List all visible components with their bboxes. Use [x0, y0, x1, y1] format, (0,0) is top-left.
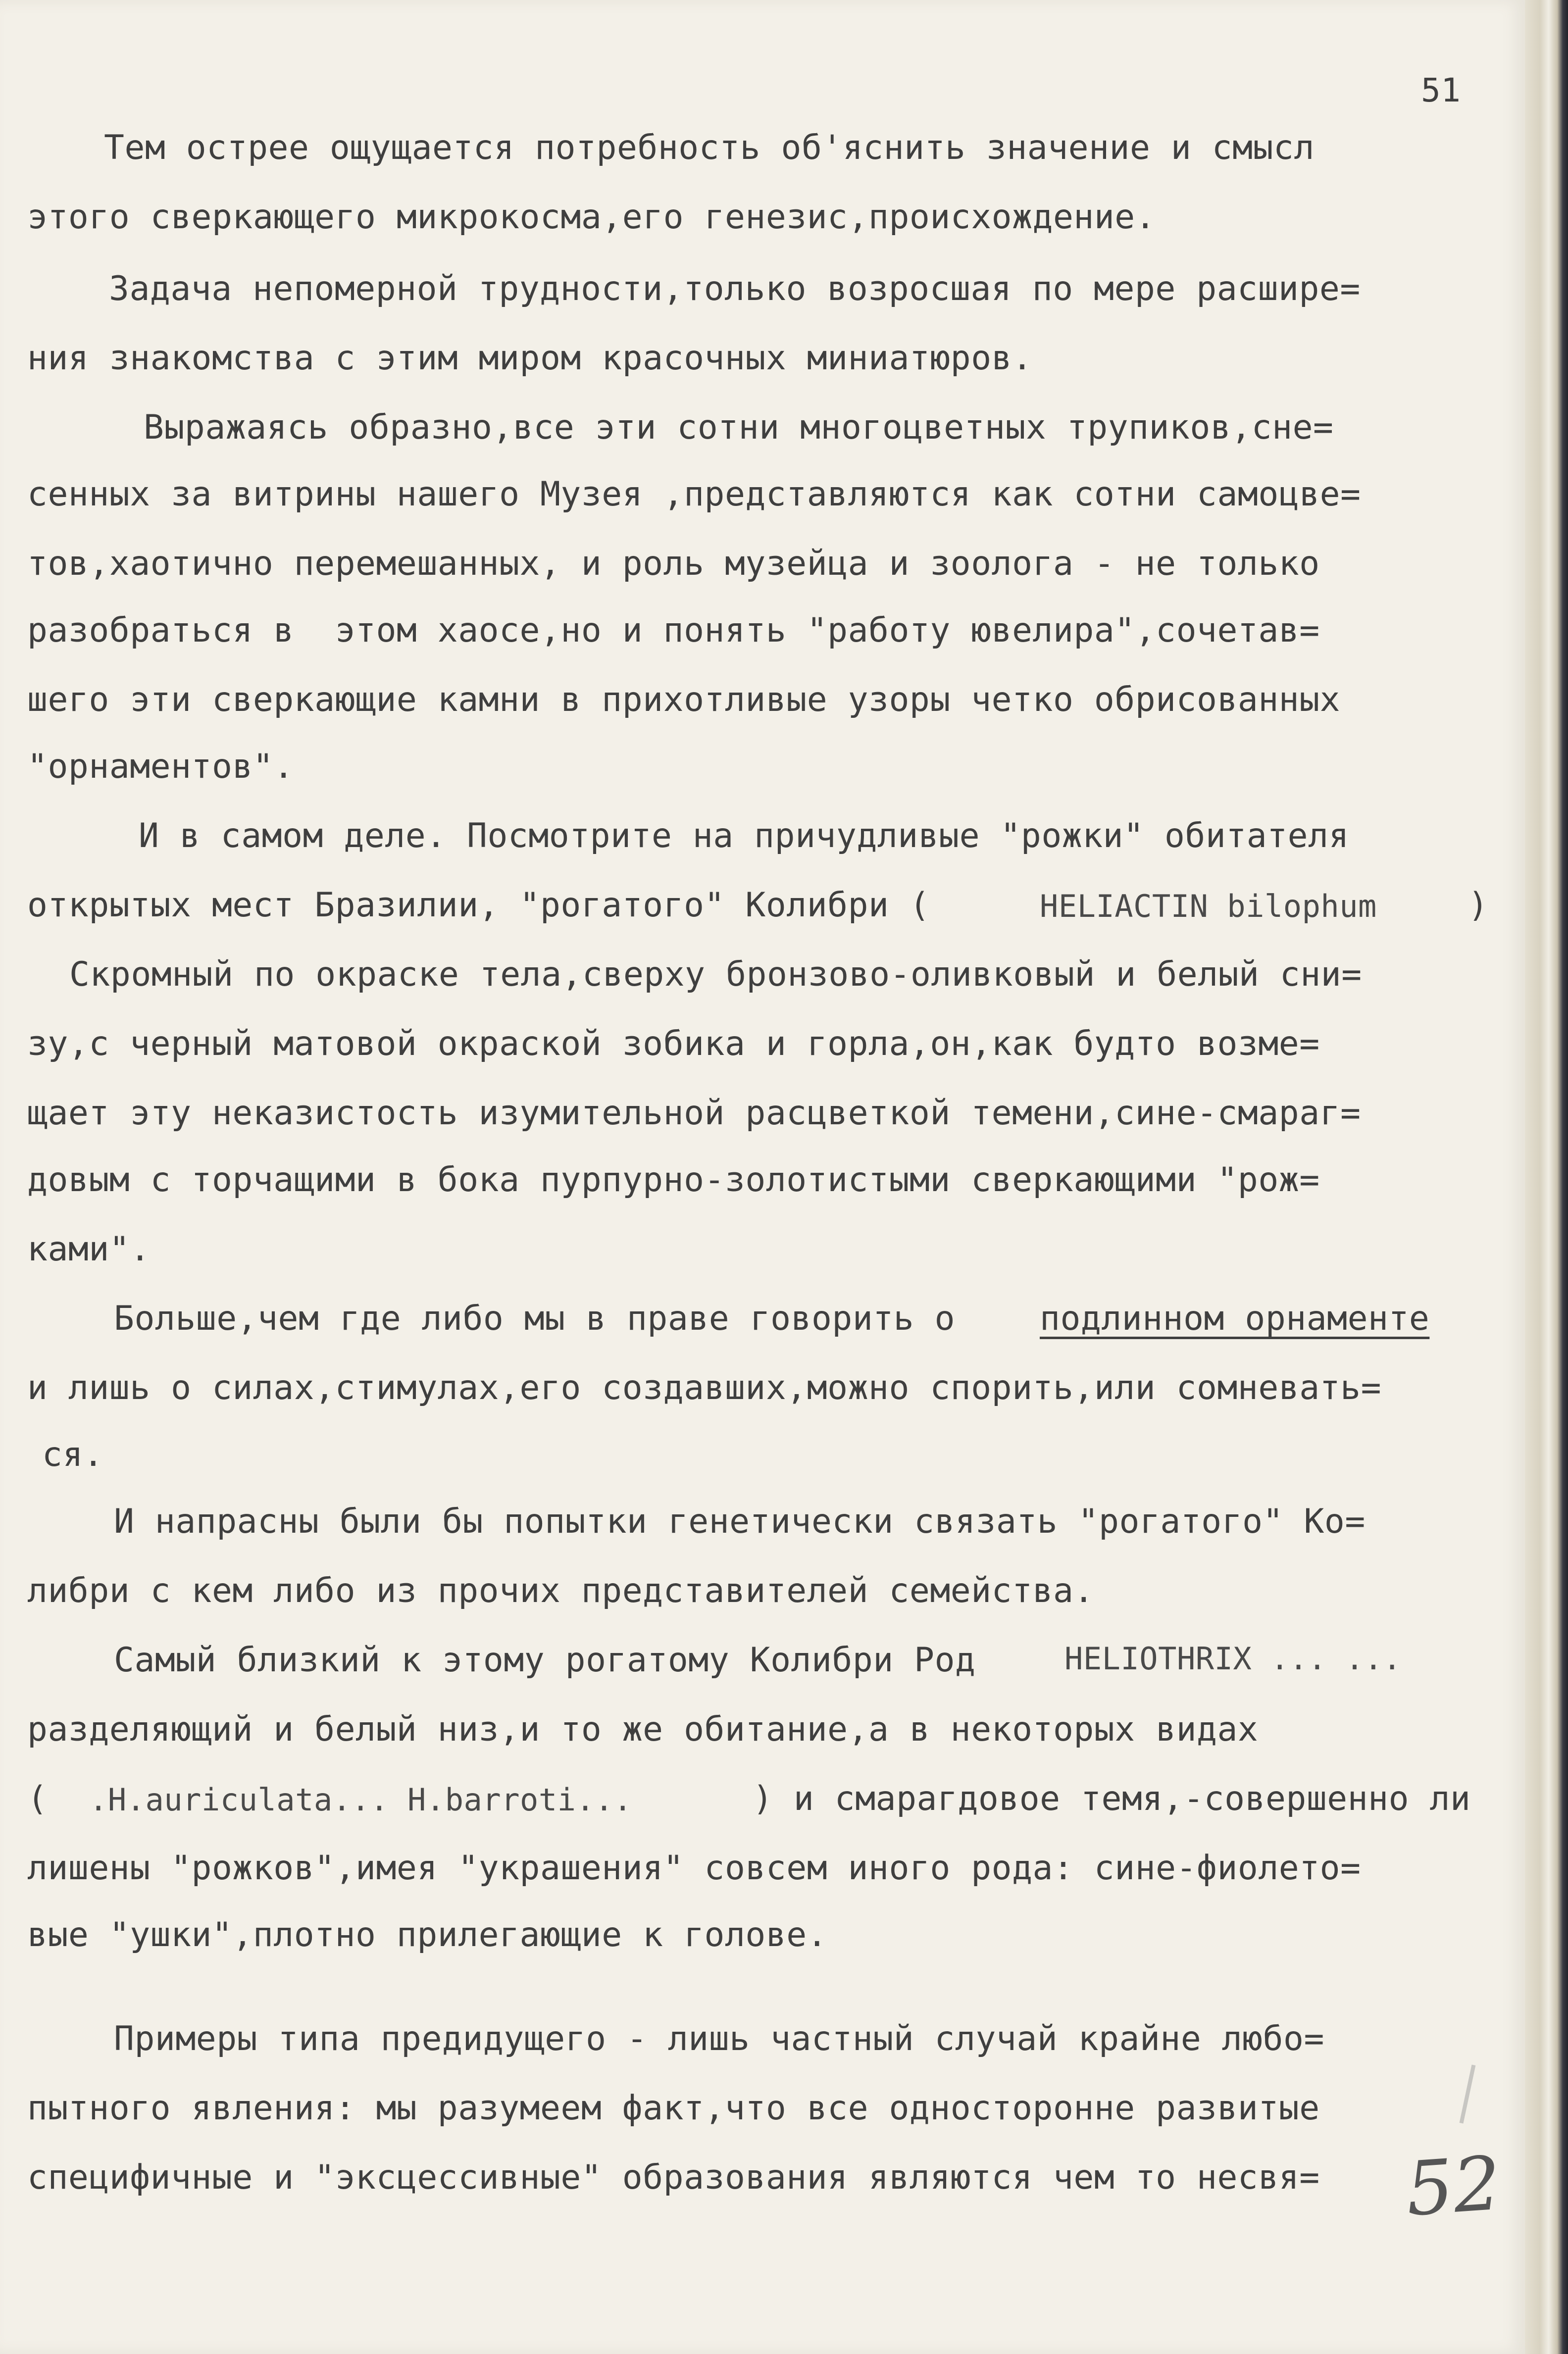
text-line: ( [27, 1779, 48, 1818]
text-line: довым с торчащими в бока пурпурно-золотистыми сверкающими "рож= [27, 1160, 1320, 1200]
text-line: ками". [27, 1230, 151, 1269]
species-names: .H.auriculata... H.barroti... [89, 1782, 632, 1818]
text-line: Самый близкий к этому рогатому Колибри Род [114, 1641, 976, 1680]
text-line: вые "ушки",плотно прилегающие к голове. [27, 1915, 828, 1954]
genus-name: HELIOTHRIX ... ... [1064, 1641, 1402, 1677]
text-line: либри с кем либо из прочих представителей семейства. [27, 1571, 1094, 1610]
text-line: ) [1468, 886, 1489, 925]
species-name: HELIACTIN bilophum [1040, 888, 1377, 924]
text-line: Примеры типа предидущего - лишь частный случай крайне любо= [114, 2019, 1324, 2058]
text-line: открытых мест Бразилии, "рогатого" Колибри ( [27, 886, 930, 925]
text-line: зу,с черный матовой окраской зобика и горла,он,как будто возме= [27, 1024, 1320, 1063]
text-line: тов,хаотично перемешанных, и роль музейца и зоолога - не только [27, 544, 1320, 583]
page-stack-edge [1525, 0, 1568, 2354]
underlined-phrase: подлинном орнаменте [1040, 1299, 1430, 1338]
text-line: Выражаясь образно,все эти сотни многоцветных трупиков,сне= [144, 408, 1334, 447]
text-line: разобраться в этом хаосе,но и понять "работу ювелира",сочетав= [27, 611, 1320, 650]
text-line: сенных за витрины нашего Музея ,представляются как сотни самоцве= [27, 475, 1361, 514]
text-line: Больше,чем где либо мы в праве говорить о [114, 1299, 956, 1338]
text-line: разделяющий и белый низ,и то же обитание,а в некоторых видах [27, 1710, 1259, 1749]
text-line: этого сверкающего микрокосма,его генезис,происхождение. [27, 198, 1156, 237]
text-line: Задача непомерной трудности,только возросшая по мере расшире= [109, 269, 1361, 308]
text-line: и лишь о силах,стимулах,его создавших,можно спорить,или сомневать= [27, 1368, 1382, 1407]
text-line: пытного явления: мы разумеем факт,что все односторонне развитые [27, 2089, 1320, 2128]
text-line: щает эту неказистость изумительной расцветкой темени,сине-смараг= [27, 1094, 1361, 1133]
text-line: ) и смарагдовое темя,-совершенно ли [753, 1779, 1471, 1818]
text-line: шего эти сверкающие камни в прихотливые узоры четко обрисованных [27, 680, 1341, 719]
text-line: лишены "рожков",имея "украшения" совсем иного рода: сине-фиолето= [27, 1849, 1361, 1888]
text-line: ся. [42, 1435, 104, 1474]
page-number: 51 [1421, 71, 1461, 109]
text-line: И напрасны были бы попытки генетически связать "рогатого" Ко= [114, 1502, 1366, 1541]
text-line: Скромный по окраске тела,сверху бронзово-оливковый и белый сни= [69, 955, 1362, 994]
text-line: "орнаментов". [27, 747, 294, 786]
text-line: ния знакомства с этим миром красочных миниатюров. [27, 339, 1033, 378]
handwritten-page-number: 52 [1403, 2140, 1504, 2233]
text-line: И в самом деле. Посмотрите на причудливые "рожки" обитателя [139, 816, 1349, 855]
text-line: специфичные и "эксцессивные" образования являются чем то несвя= [27, 2158, 1320, 2197]
text-line: Тем острее ощущается потребность об'яснить значение и смысл [104, 128, 1315, 167]
